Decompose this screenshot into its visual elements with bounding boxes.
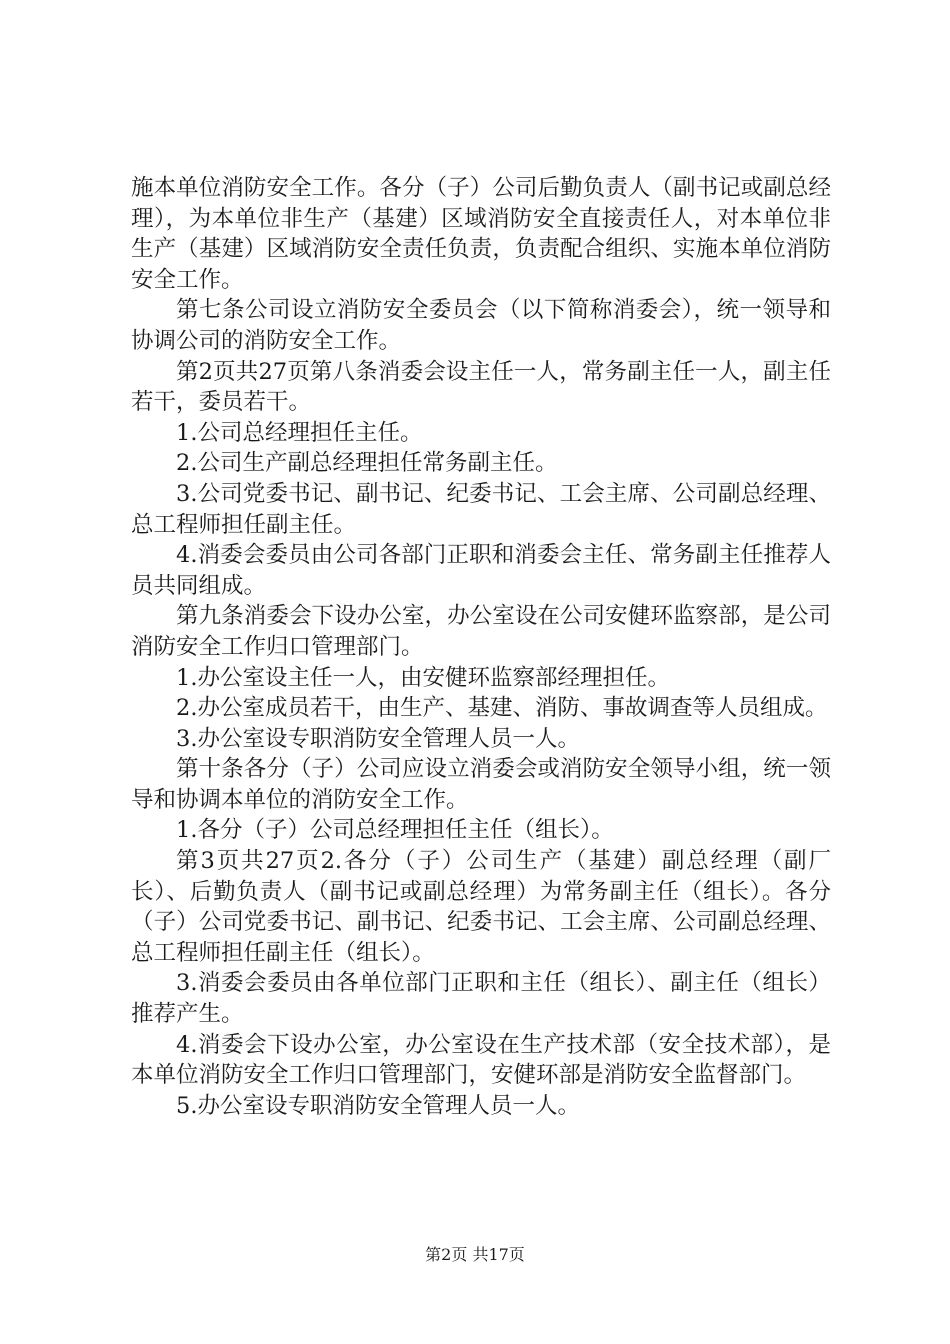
paragraph: 1.各分（子）公司总经理担任主任（组长）。 bbox=[176, 817, 614, 844]
paragraph: 2.办公室成员若干，由生产、基建、消防、事故调查等人员组成。 bbox=[176, 695, 828, 722]
paragraph: 4.消委会下设办公室，办公室设在生产技术部（安全技术部），是本单位消防安全工作归口管理部门，安健环部是消防安全监督部门。 bbox=[131, 1031, 831, 1089]
paragraph: 3.办公室设专职消防安全管理人员一人。 bbox=[176, 725, 580, 752]
paragraph: 2.公司生产副总经理担任常务副主任。 bbox=[176, 450, 558, 477]
paragraph: 第2页共27页第八条消委会设主任一人，常务副主任一人，副主任若干，委员若干。 bbox=[131, 358, 831, 416]
paragraph: 3.公司党委书记、副书记、纪委书记、工会主席、公司副总经理、总工程师担任副主任。 bbox=[131, 480, 831, 538]
document-body bbox=[131, 173, 831, 1121]
paragraph: 5.办公室设专职消防安全管理人员一人。 bbox=[176, 1092, 580, 1119]
paragraph: 1.办公室设主任一人，由安健环监察部经理担任。 bbox=[176, 664, 670, 691]
paragraph: 3.消委会委员由各单位部门正职和主任（组长）、副主任（组长）推荐产生。 bbox=[131, 970, 831, 1028]
paragraph: 第十条各分（子）公司应设立消委会或消防安全领导小组，统一领导和协调本单位的消防安全工作。 bbox=[131, 756, 831, 813]
paragraph: 第九条消委会下设办公室，办公室设在公司安健环监察部，是公司消防安全工作归口管理部门。 bbox=[131, 603, 831, 660]
paragraph: 第3页共27页2.各分（子）公司生产（基建）副总经理（副厂长）、后勤负责人（副书记或副总经理）为常务副主任（组长）。各分（子）公司党委书记、副书记、纪委书记、工会主席、公司副总经理、总工程师担任副主任（组长）。 bbox=[131, 848, 831, 966]
paragraph: 施本单位消防安全工作。各分（子）公司后勤负责人（副书记或副总经理），为本单位非生产（基建）区域消防安全直接责任人，对本单位非生产（基建）区域消防安全责任负责，负责配合组织、实施本单位消防安全工作。 bbox=[131, 175, 831, 293]
page-footer: 第2页 共17页 bbox=[425, 1245, 525, 1264]
paragraph: 4.消委会委员由公司各部门正职和消委会主任、常务副主任推荐人员共同组成。 bbox=[131, 542, 831, 599]
paragraph: 第七条公司设立消防安全委员会（以下简称消委会），统一领导和协调公司的消防安全工作。 bbox=[131, 297, 831, 354]
paragraph: 1.公司总经理担任主任。 bbox=[176, 419, 423, 446]
